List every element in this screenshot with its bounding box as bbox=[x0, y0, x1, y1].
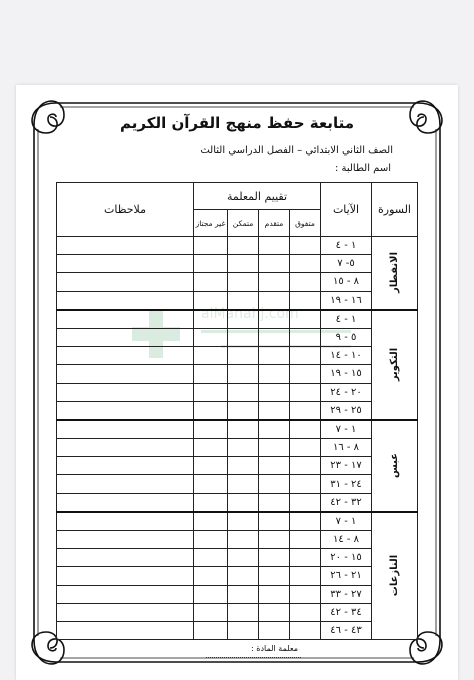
table-row bbox=[57, 457, 418, 475]
level-proficient-cell[interactable] bbox=[228, 603, 259, 621]
class-term-subtitle: الصف الثاني الابتدائي – الفصل الدراسي الثالث bbox=[200, 145, 393, 156]
level-advanced-cell[interactable] bbox=[259, 255, 290, 273]
level-advanced-cell[interactable] bbox=[259, 310, 290, 329]
level-excellent-cell[interactable] bbox=[290, 457, 321, 475]
level-proficient-cell[interactable] bbox=[228, 475, 259, 493]
level-advanced-cell[interactable] bbox=[259, 549, 290, 567]
notes-cell[interactable] bbox=[57, 457, 194, 475]
table-row bbox=[57, 439, 418, 457]
ayat-range-cell: ٢٠ - ٢٤ bbox=[321, 383, 372, 401]
table-row bbox=[57, 347, 418, 365]
level-not-passed-cell[interactable] bbox=[194, 621, 228, 639]
level-advanced-cell[interactable] bbox=[259, 237, 290, 255]
level-excellent-cell[interactable] bbox=[290, 310, 321, 329]
ayat-range-cell: ٣٤ - ٤٢ bbox=[321, 603, 372, 621]
level-not-passed-cell[interactable] bbox=[194, 493, 228, 512]
level-not-passed-cell[interactable] bbox=[194, 365, 228, 383]
table-row bbox=[57, 365, 418, 383]
level-excellent-cell[interactable] bbox=[290, 237, 321, 255]
level-excellent-cell[interactable] bbox=[290, 621, 321, 639]
level-proficient-cell[interactable] bbox=[228, 237, 259, 255]
ayat-range-cell: ٨ - ١٦ bbox=[321, 439, 372, 457]
level-not-passed-cell[interactable] bbox=[194, 549, 228, 567]
level-proficient-cell[interactable] bbox=[228, 401, 259, 420]
ayat-range-cell: ٢٤ - ٣١ bbox=[321, 475, 372, 493]
level-not-passed-cell[interactable] bbox=[194, 291, 228, 310]
table-row bbox=[57, 383, 418, 401]
sura-name-cell bbox=[372, 237, 418, 310]
level-excellent-cell[interactable] bbox=[290, 567, 321, 585]
ayat-range-cell: ١ - ٧ bbox=[321, 512, 372, 531]
page-title: متابعة حفظ منهج القرآن الكريم bbox=[120, 114, 354, 132]
notes-cell[interactable] bbox=[57, 291, 194, 310]
ayat-range-cell: ١٦ - ١٩ bbox=[321, 291, 372, 310]
ayat-range-cell: ٥ - ٩ bbox=[321, 328, 372, 346]
notes-cell[interactable] bbox=[57, 621, 194, 639]
level-excellent-cell[interactable] bbox=[290, 401, 321, 420]
ayat-range-cell: ٨ - ١٤ bbox=[321, 531, 372, 549]
notes-cell[interactable] bbox=[57, 585, 194, 603]
table-row bbox=[57, 237, 418, 255]
ayat-range-cell: ١ - ٧ bbox=[321, 420, 372, 439]
level-advanced-cell[interactable] bbox=[259, 531, 290, 549]
ayat-range-cell: ٢٥ - ٢٩ bbox=[321, 401, 372, 420]
table-row bbox=[57, 531, 418, 549]
header-level-not-passed: غير مجتاز bbox=[194, 210, 228, 237]
ayat-range-cell: ٢١ - ٢٦ bbox=[321, 567, 372, 585]
level-excellent-cell[interactable] bbox=[290, 365, 321, 383]
ayat-range-cell: ٤٣ - ٤٦ bbox=[321, 621, 372, 639]
level-advanced-cell[interactable] bbox=[259, 621, 290, 639]
level-proficient-cell[interactable] bbox=[228, 255, 259, 273]
ayat-range-cell: ٥- ٧ bbox=[321, 255, 372, 273]
notes-cell[interactable] bbox=[57, 383, 194, 401]
level-not-passed-cell[interactable] bbox=[194, 512, 228, 531]
sura-name: الانفطار bbox=[389, 252, 400, 294]
level-not-passed-cell[interactable] bbox=[194, 310, 228, 329]
notes-cell[interactable] bbox=[57, 420, 194, 439]
level-excellent-cell[interactable] bbox=[290, 347, 321, 365]
level-proficient-cell[interactable] bbox=[228, 420, 259, 439]
ayat-range-cell: ٨ - ١٥ bbox=[321, 273, 372, 291]
level-proficient-cell[interactable] bbox=[228, 291, 259, 310]
level-not-passed-cell[interactable] bbox=[194, 255, 228, 273]
notes-cell[interactable] bbox=[57, 512, 194, 531]
level-advanced-cell[interactable] bbox=[259, 603, 290, 621]
worksheet-page bbox=[16, 85, 458, 680]
sura-name-cell bbox=[372, 420, 418, 512]
level-proficient-cell[interactable] bbox=[228, 549, 259, 567]
notes-cell[interactable] bbox=[57, 237, 194, 255]
ayat-range-cell: ٣٢ - ٤٢ bbox=[321, 493, 372, 512]
table-row bbox=[57, 549, 418, 567]
level-advanced-cell[interactable] bbox=[259, 475, 290, 493]
level-advanced-cell[interactable] bbox=[259, 493, 290, 512]
level-advanced-cell[interactable] bbox=[259, 365, 290, 383]
ayat-range-cell: ١ - ٤ bbox=[321, 310, 372, 329]
level-advanced-cell[interactable] bbox=[259, 347, 290, 365]
ayat-range-cell: ١٠ - ١٤ bbox=[321, 347, 372, 365]
level-proficient-cell[interactable] bbox=[228, 365, 259, 383]
level-proficient-cell[interactable] bbox=[228, 273, 259, 291]
level-not-passed-cell[interactable] bbox=[194, 420, 228, 439]
level-proficient-cell[interactable] bbox=[228, 383, 259, 401]
teacher-signature-line bbox=[206, 657, 301, 658]
level-advanced-cell[interactable] bbox=[259, 512, 290, 531]
notes-cell[interactable] bbox=[57, 603, 194, 621]
table-row bbox=[57, 585, 418, 603]
level-proficient-cell[interactable] bbox=[228, 310, 259, 329]
table-row bbox=[57, 603, 418, 621]
notes-cell[interactable] bbox=[57, 567, 194, 585]
notes-cell[interactable] bbox=[57, 255, 194, 273]
level-proficient-cell[interactable] bbox=[228, 567, 259, 585]
level-not-passed-cell[interactable] bbox=[194, 567, 228, 585]
ayat-range-cell: ١٥ - ١٩ bbox=[321, 365, 372, 383]
level-not-passed-cell[interactable] bbox=[194, 457, 228, 475]
level-advanced-cell[interactable] bbox=[259, 585, 290, 603]
level-not-passed-cell[interactable] bbox=[194, 273, 228, 291]
level-excellent-cell[interactable] bbox=[290, 420, 321, 439]
table-row bbox=[57, 475, 418, 493]
level-advanced-cell[interactable] bbox=[259, 328, 290, 346]
sura-name: النازعات bbox=[388, 555, 400, 597]
header-sura: السورة bbox=[372, 183, 418, 237]
ayat-range-cell: ١٥ - ٢٠ bbox=[321, 549, 372, 567]
ayat-range-cell: ١ - ٤ bbox=[321, 237, 372, 255]
level-proficient-cell[interactable] bbox=[228, 347, 259, 365]
header-level-excellent: متفوق bbox=[290, 210, 321, 237]
header-ayat: الآيات bbox=[321, 183, 372, 237]
level-excellent-cell[interactable] bbox=[290, 585, 321, 603]
tracking-table bbox=[56, 182, 418, 640]
notes-cell[interactable] bbox=[57, 475, 194, 493]
header-notes: ملاحظات bbox=[57, 183, 194, 237]
level-not-passed-cell[interactable] bbox=[194, 328, 228, 346]
table-row bbox=[57, 291, 418, 310]
level-not-passed-cell[interactable] bbox=[194, 475, 228, 493]
table-row bbox=[57, 310, 418, 329]
sura-name-cell bbox=[372, 310, 418, 420]
level-proficient-cell[interactable] bbox=[228, 439, 259, 457]
level-proficient-cell[interactable] bbox=[228, 531, 259, 549]
level-not-passed-cell[interactable] bbox=[194, 603, 228, 621]
notes-cell[interactable] bbox=[57, 347, 194, 365]
level-excellent-cell[interactable] bbox=[290, 475, 321, 493]
level-advanced-cell[interactable] bbox=[259, 567, 290, 585]
level-advanced-cell[interactable] bbox=[259, 439, 290, 457]
level-proficient-cell[interactable] bbox=[228, 585, 259, 603]
level-not-passed-cell[interactable] bbox=[194, 585, 228, 603]
header-evaluation: تقييم المعلمة bbox=[194, 183, 321, 210]
level-not-passed-cell[interactable] bbox=[194, 401, 228, 420]
table-row bbox=[57, 420, 418, 439]
level-excellent-cell[interactable] bbox=[290, 328, 321, 346]
level-not-passed-cell[interactable] bbox=[194, 531, 228, 549]
level-advanced-cell[interactable] bbox=[259, 273, 290, 291]
sura-name: عبس bbox=[389, 453, 400, 479]
table-row bbox=[57, 273, 418, 291]
sura-name-cell bbox=[372, 512, 418, 640]
level-excellent-cell[interactable] bbox=[290, 603, 321, 621]
table-row bbox=[57, 401, 418, 420]
header-level-advanced: متقدم bbox=[259, 210, 290, 237]
level-proficient-cell[interactable] bbox=[228, 457, 259, 475]
notes-cell[interactable] bbox=[57, 273, 194, 291]
level-excellent-cell[interactable] bbox=[290, 439, 321, 457]
level-proficient-cell[interactable] bbox=[228, 621, 259, 639]
level-excellent-cell[interactable] bbox=[290, 255, 321, 273]
table-row bbox=[57, 621, 418, 639]
notes-cell[interactable] bbox=[57, 328, 194, 346]
ayat-range-cell: ٢٧ - ٣٣ bbox=[321, 585, 372, 603]
level-advanced-cell[interactable] bbox=[259, 457, 290, 475]
header-level-proficient: متمكن bbox=[228, 210, 259, 237]
level-excellent-cell[interactable] bbox=[290, 383, 321, 401]
level-excellent-cell[interactable] bbox=[290, 273, 321, 291]
level-proficient-cell[interactable] bbox=[228, 328, 259, 346]
table-row bbox=[57, 255, 418, 273]
level-not-passed-cell[interactable] bbox=[194, 383, 228, 401]
table-body bbox=[57, 237, 418, 640]
level-advanced-cell[interactable] bbox=[259, 291, 290, 310]
level-not-passed-cell[interactable] bbox=[194, 439, 228, 457]
notes-cell[interactable] bbox=[57, 493, 194, 512]
level-proficient-cell[interactable] bbox=[228, 493, 259, 512]
notes-cell[interactable] bbox=[57, 401, 194, 420]
table-row bbox=[57, 512, 418, 531]
student-name-label: اسم الطالبة : bbox=[334, 163, 391, 174]
table-row bbox=[57, 493, 418, 512]
notes-cell[interactable] bbox=[57, 439, 194, 457]
level-excellent-cell[interactable] bbox=[290, 493, 321, 512]
notes-cell[interactable] bbox=[57, 531, 194, 549]
level-excellent-cell[interactable] bbox=[290, 531, 321, 549]
teacher-label: معلمة المادة : bbox=[251, 644, 298, 653]
notes-cell[interactable] bbox=[57, 549, 194, 567]
level-not-passed-cell[interactable] bbox=[194, 347, 228, 365]
level-excellent-cell[interactable] bbox=[290, 512, 321, 531]
level-not-passed-cell[interactable] bbox=[194, 237, 228, 255]
watermark-text: alManahj.com bbox=[201, 306, 299, 322]
table-row bbox=[57, 328, 418, 346]
notes-cell[interactable] bbox=[57, 310, 194, 329]
level-advanced-cell[interactable] bbox=[259, 401, 290, 420]
ayat-range-cell: ١٧ - ٢٣ bbox=[321, 457, 372, 475]
sura-name: التكوير bbox=[388, 348, 400, 382]
level-excellent-cell[interactable] bbox=[290, 291, 321, 310]
level-excellent-cell[interactable] bbox=[290, 549, 321, 567]
notes-cell[interactable] bbox=[57, 365, 194, 383]
level-advanced-cell[interactable] bbox=[259, 383, 290, 401]
table-row bbox=[57, 567, 418, 585]
level-proficient-cell[interactable] bbox=[228, 512, 259, 531]
level-advanced-cell[interactable] bbox=[259, 420, 290, 439]
